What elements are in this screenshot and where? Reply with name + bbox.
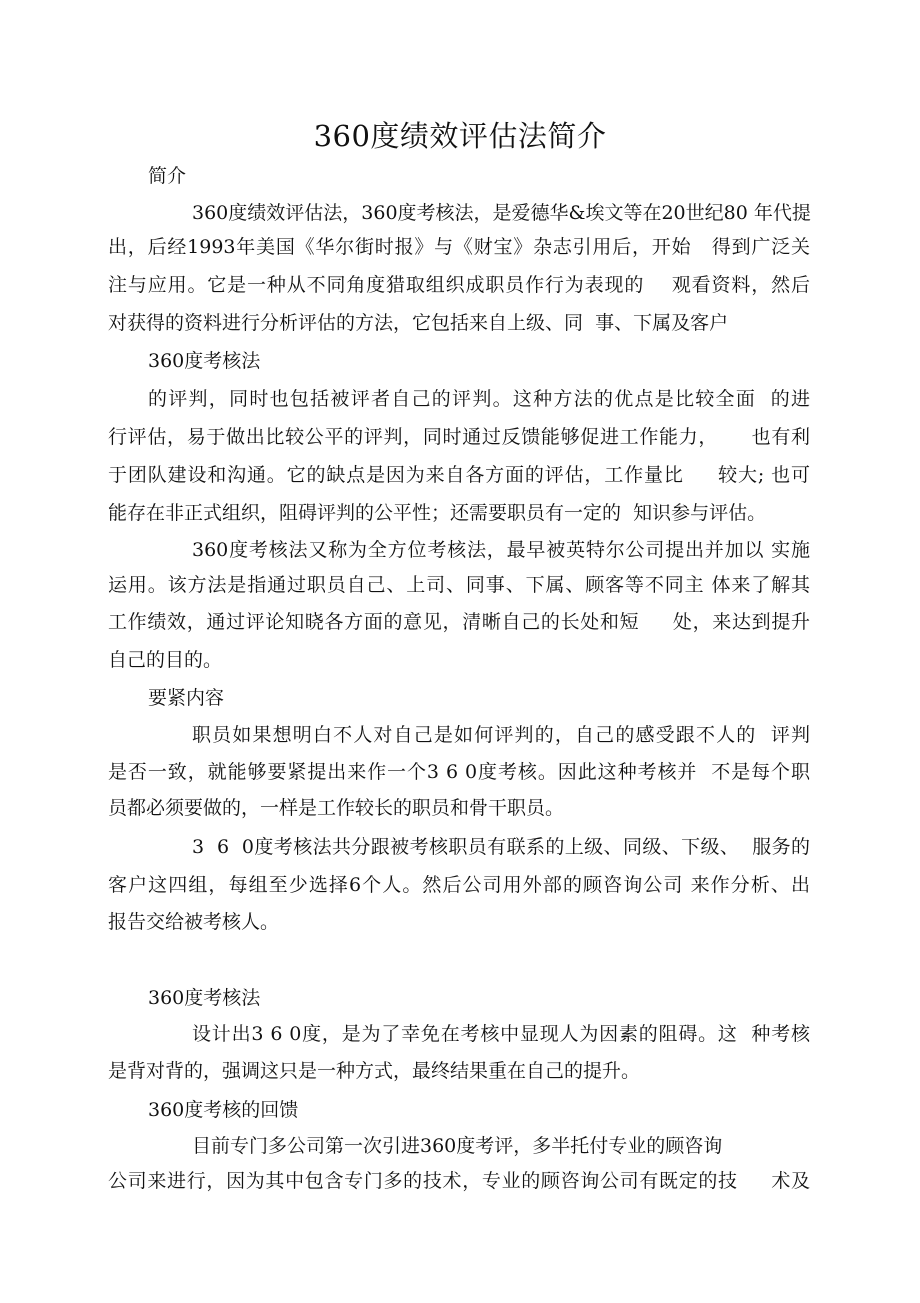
paragraph-line: 360度绩效评估法，360度考核法，是爱德华&埃文等在20世纪80 年代提 xyxy=(192,202,811,224)
paragraph-line: 能存在非正式组织，阻碍评判的公平性；还需要职员有一定的 知识参与评估。 xyxy=(108,502,767,524)
paragraph-line: 出，后经1993年美国《华尔街时报》与《财宝》杂志引用后，开始 得到广泛关 xyxy=(108,236,810,258)
section-heading: 360度考核法 xyxy=(148,350,261,372)
paragraph-line: 报告交给被考核人。 xyxy=(108,911,280,933)
paragraph-line: 的评判，同时也包括被评者自己的评判。这种方法的优点是比较全面 的进 xyxy=(148,388,810,410)
section-heading: 360度考核法 xyxy=(148,987,261,1009)
paragraph-line: 设计出3 6 0度，是为了幸免在考核中显现人为因素的阻碍。这 种考核 xyxy=(192,1023,810,1045)
paragraph-line: 于团队建设和沟通。它的缺点是因为来自各方面的评估，工作量比 较大; 也可 xyxy=(108,464,810,486)
paragraph-line: 自己的目的。 xyxy=(108,649,223,671)
paragraph-line: 职员如果想明白不人对自己是如何评判的，自己的感受跟不人的 评判 xyxy=(192,724,810,746)
paragraph-line: 员都必须要做的，一样是工作较长的职员和骨干职员。 xyxy=(108,797,565,819)
paragraph-line: 是背对背的，强调这只是一种方式，最终结果重在自己的提升。 xyxy=(108,1060,641,1082)
section-heading: 360度考核的回馈 xyxy=(148,1099,299,1121)
paragraph-line: 运用。该方法是指通过职员自己、上司、同事、下属、顾客等不同主 体来了解其 xyxy=(108,574,810,596)
paragraph-line: 行评估，易于做出比较公平的评判，同时通过反馈能够促进工作能力， 也有利 xyxy=(108,426,810,448)
paragraph-line: 公司来进行，因为其中包含专门多的技术，专业的顾咨询公司有既定的技 术及 xyxy=(108,1170,810,1192)
paragraph-line: 注与应用。它是一种从不同角度猎取组织成职员作行为表现的 观看资料，然后 xyxy=(108,274,810,296)
paragraph-line: 3 6 0度考核法共分跟被考核职员有联系的上级、同级、下级、 服务的 xyxy=(192,836,810,858)
section-heading: 要紧内容 xyxy=(148,687,225,709)
paragraph-line: 是否一致，就能够要紧提出来作一个3 6 0度考核。因此这种考核并 不是每个职 xyxy=(108,761,810,783)
section-heading: 简介 xyxy=(148,165,187,187)
paragraph-line: 对获得的资料进行分析评估的方法，它包括来自上级、同 事、下属及客户 xyxy=(108,312,729,334)
paragraph-line: 工作绩效，通过评论知晓各方面的意见，清晰自己的长处和短 处，来达到提升 xyxy=(108,611,810,633)
paragraph-line: 目前专门多公司第一次引进360度考评，多半托付专业的顾咨询 xyxy=(192,1135,723,1157)
document-title: 360度绩效评估法简介 xyxy=(313,119,607,153)
paragraph-line: 客户这四组，每组至少选择6个人。然后公司用外部的顾咨询公司 来作分析、出 xyxy=(108,874,810,896)
paragraph-line: 360度考核法又称为全方位考核法，最早被英特尔公司提出并加以 实施 xyxy=(192,539,810,561)
